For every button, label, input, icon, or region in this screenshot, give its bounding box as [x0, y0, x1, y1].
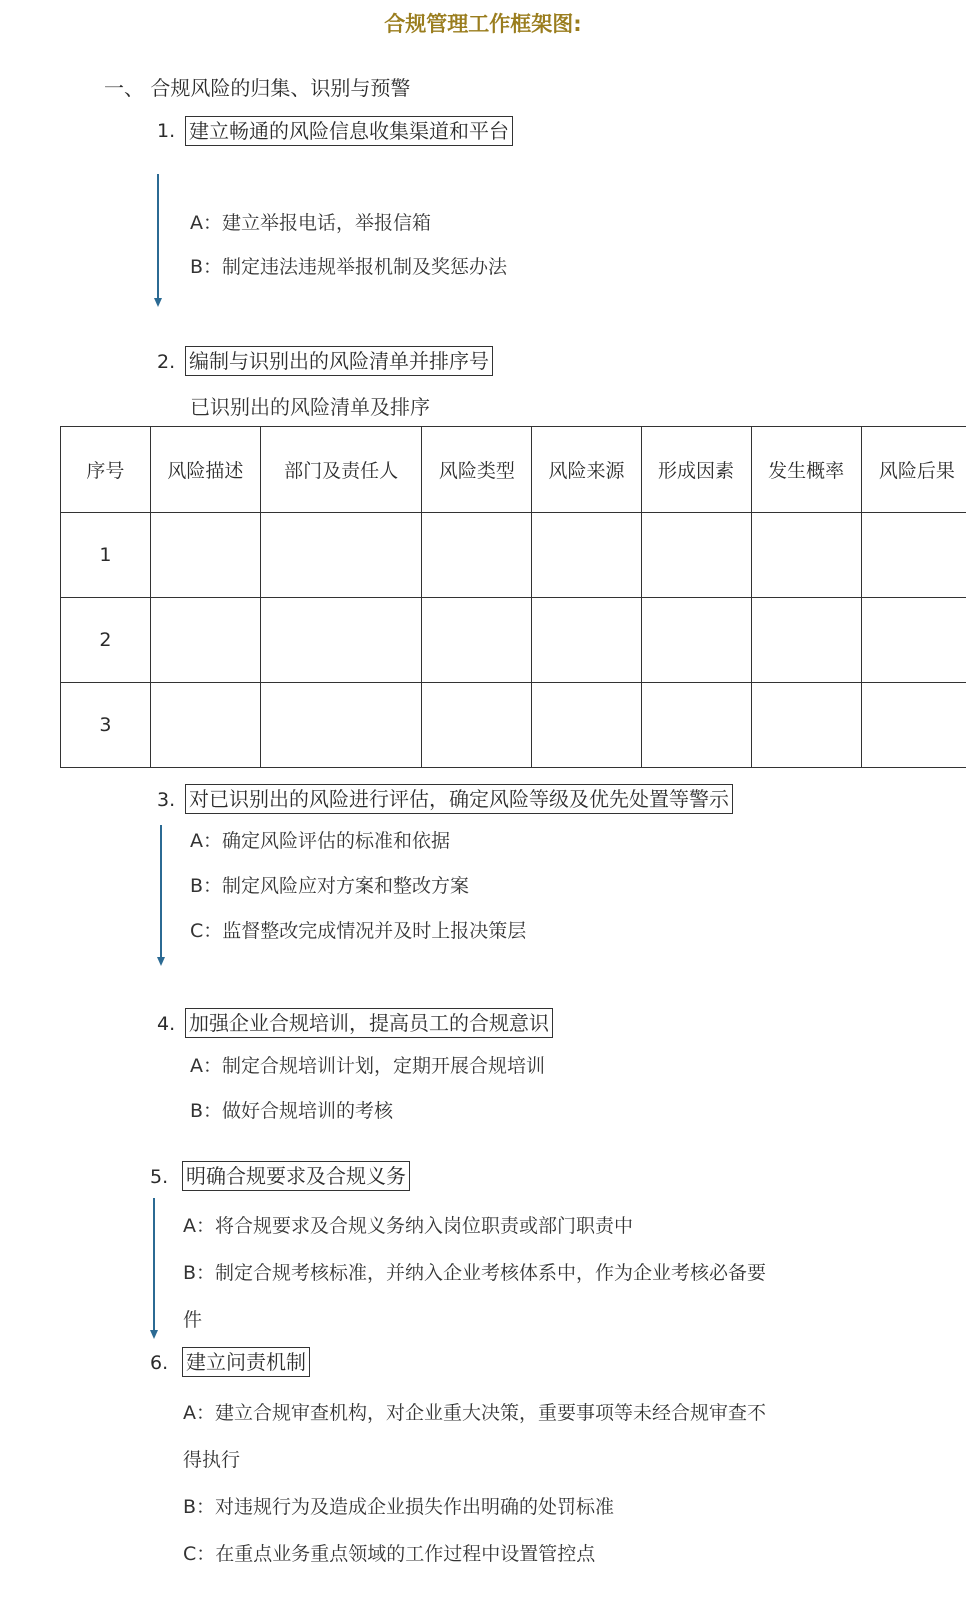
table-row	[61, 513, 966, 598]
item-heading-2: 编制与识别出的风险清单并排序号	[185, 346, 493, 376]
arrow-down-icon	[157, 957, 165, 966]
item-4-sub-a: A：制定合规培训计划，定期开展合规培训	[190, 1055, 545, 1077]
item-number-5: 5.	[150, 1166, 169, 1188]
table-cell	[260, 683, 421, 768]
table-cell	[260, 598, 421, 683]
table-row	[61, 598, 966, 683]
table-cell	[532, 683, 641, 768]
table-header-cell: 部门及责任人	[260, 427, 421, 513]
table-header-cell: 风险类型	[422, 427, 532, 513]
arrow-down-icon	[154, 298, 162, 307]
table-caption: 已识别出的风险清单及排序	[190, 395, 430, 419]
item-5-sub-b-cont: 件	[183, 1309, 203, 1331]
table-header-cell: 序号	[61, 427, 151, 513]
table-header-cell: 风险描述	[150, 427, 260, 513]
table-header-cell: 形成因素	[641, 427, 751, 513]
risk-table	[60, 426, 966, 768]
page-title: 合规管理工作框架图:	[384, 12, 582, 36]
table-cell	[641, 513, 751, 598]
table-cell: 2	[61, 598, 151, 683]
item-number-6: 6.	[150, 1352, 169, 1374]
item-heading-6: 建立问责机制	[182, 1347, 310, 1377]
table-cell	[751, 598, 861, 683]
item-heading-1: 建立畅通的风险信息收集渠道和平台	[185, 116, 513, 146]
table-header-cell: 发生概率	[751, 427, 861, 513]
item-heading-3: 对已识别出的风险进行评估，确定风险等级及优先处置等警示	[185, 784, 733, 814]
item-5-sub-a: A：将合规要求及合规义务纳入岗位职责或部门职责中	[183, 1215, 633, 1237]
table-cell	[861, 683, 966, 768]
table-cell	[751, 513, 861, 598]
table-cell	[260, 513, 421, 598]
arrow-down-icon	[150, 1330, 158, 1339]
table-header-cell: 风险后果	[861, 427, 966, 513]
table-cell	[641, 683, 751, 768]
flow-line-5	[153, 1198, 155, 1330]
item-6-sub-c: C：在重点业务重点领域的工作过程中设置管控点	[183, 1543, 596, 1565]
table-cell: 3	[61, 683, 151, 768]
table-cell: 1	[61, 513, 151, 598]
item-6-sub-b: B：对违规行为及造成企业损失作出明确的处罚标准	[183, 1496, 615, 1518]
flow-line-1	[157, 174, 159, 298]
item-number-1: 1.	[157, 120, 176, 142]
item-heading-4: 加强企业合规培训，提高员工的合规意识	[185, 1008, 553, 1038]
flow-line-3	[160, 825, 162, 957]
item-4-sub-b: B：做好合规培训的考核	[190, 1100, 394, 1122]
table-cell	[641, 598, 751, 683]
item-1-sub-b: B：制定违法违规举报机制及奖惩办法	[190, 256, 508, 278]
table-header-cell: 风险来源	[532, 427, 641, 513]
item-6-sub-a: A：建立合规审查机构，对企业重大决策，重要事项等未经合规审查不	[183, 1402, 766, 1424]
table-cell	[751, 683, 861, 768]
table-cell	[861, 513, 966, 598]
item-number-2: 2.	[157, 351, 176, 373]
item-number-4: 4.	[157, 1013, 176, 1035]
table-cell	[150, 513, 260, 598]
item-3-sub-c: C：监督整改完成情况并及时上报决策层	[190, 920, 527, 942]
table-cell	[422, 683, 532, 768]
table-cell	[422, 513, 532, 598]
table-header-row	[61, 427, 966, 513]
item-6-sub-a-cont: 得执行	[183, 1449, 241, 1471]
item-3-sub-a: A：确定风险评估的标准和依据	[190, 830, 450, 852]
item-number-3: 3.	[157, 789, 176, 811]
table-cell	[861, 598, 966, 683]
table-row	[61, 683, 966, 768]
item-1-sub-a: A：建立举报电话，举报信箱	[190, 212, 431, 234]
table-cell	[422, 598, 532, 683]
table-cell	[150, 598, 260, 683]
item-5-sub-b: B：制定合规考核标准，并纳入企业考核体系中，作为企业考核必备要	[183, 1262, 767, 1284]
table-cell	[532, 513, 641, 598]
section-heading: 一、 合规风险的归集、识别与预警	[104, 76, 411, 100]
table-cell	[150, 683, 260, 768]
item-3-sub-b: B：制定风险应对方案和整改方案	[190, 875, 470, 897]
table-cell	[532, 598, 641, 683]
item-heading-5: 明确合规要求及合规义务	[182, 1161, 410, 1191]
